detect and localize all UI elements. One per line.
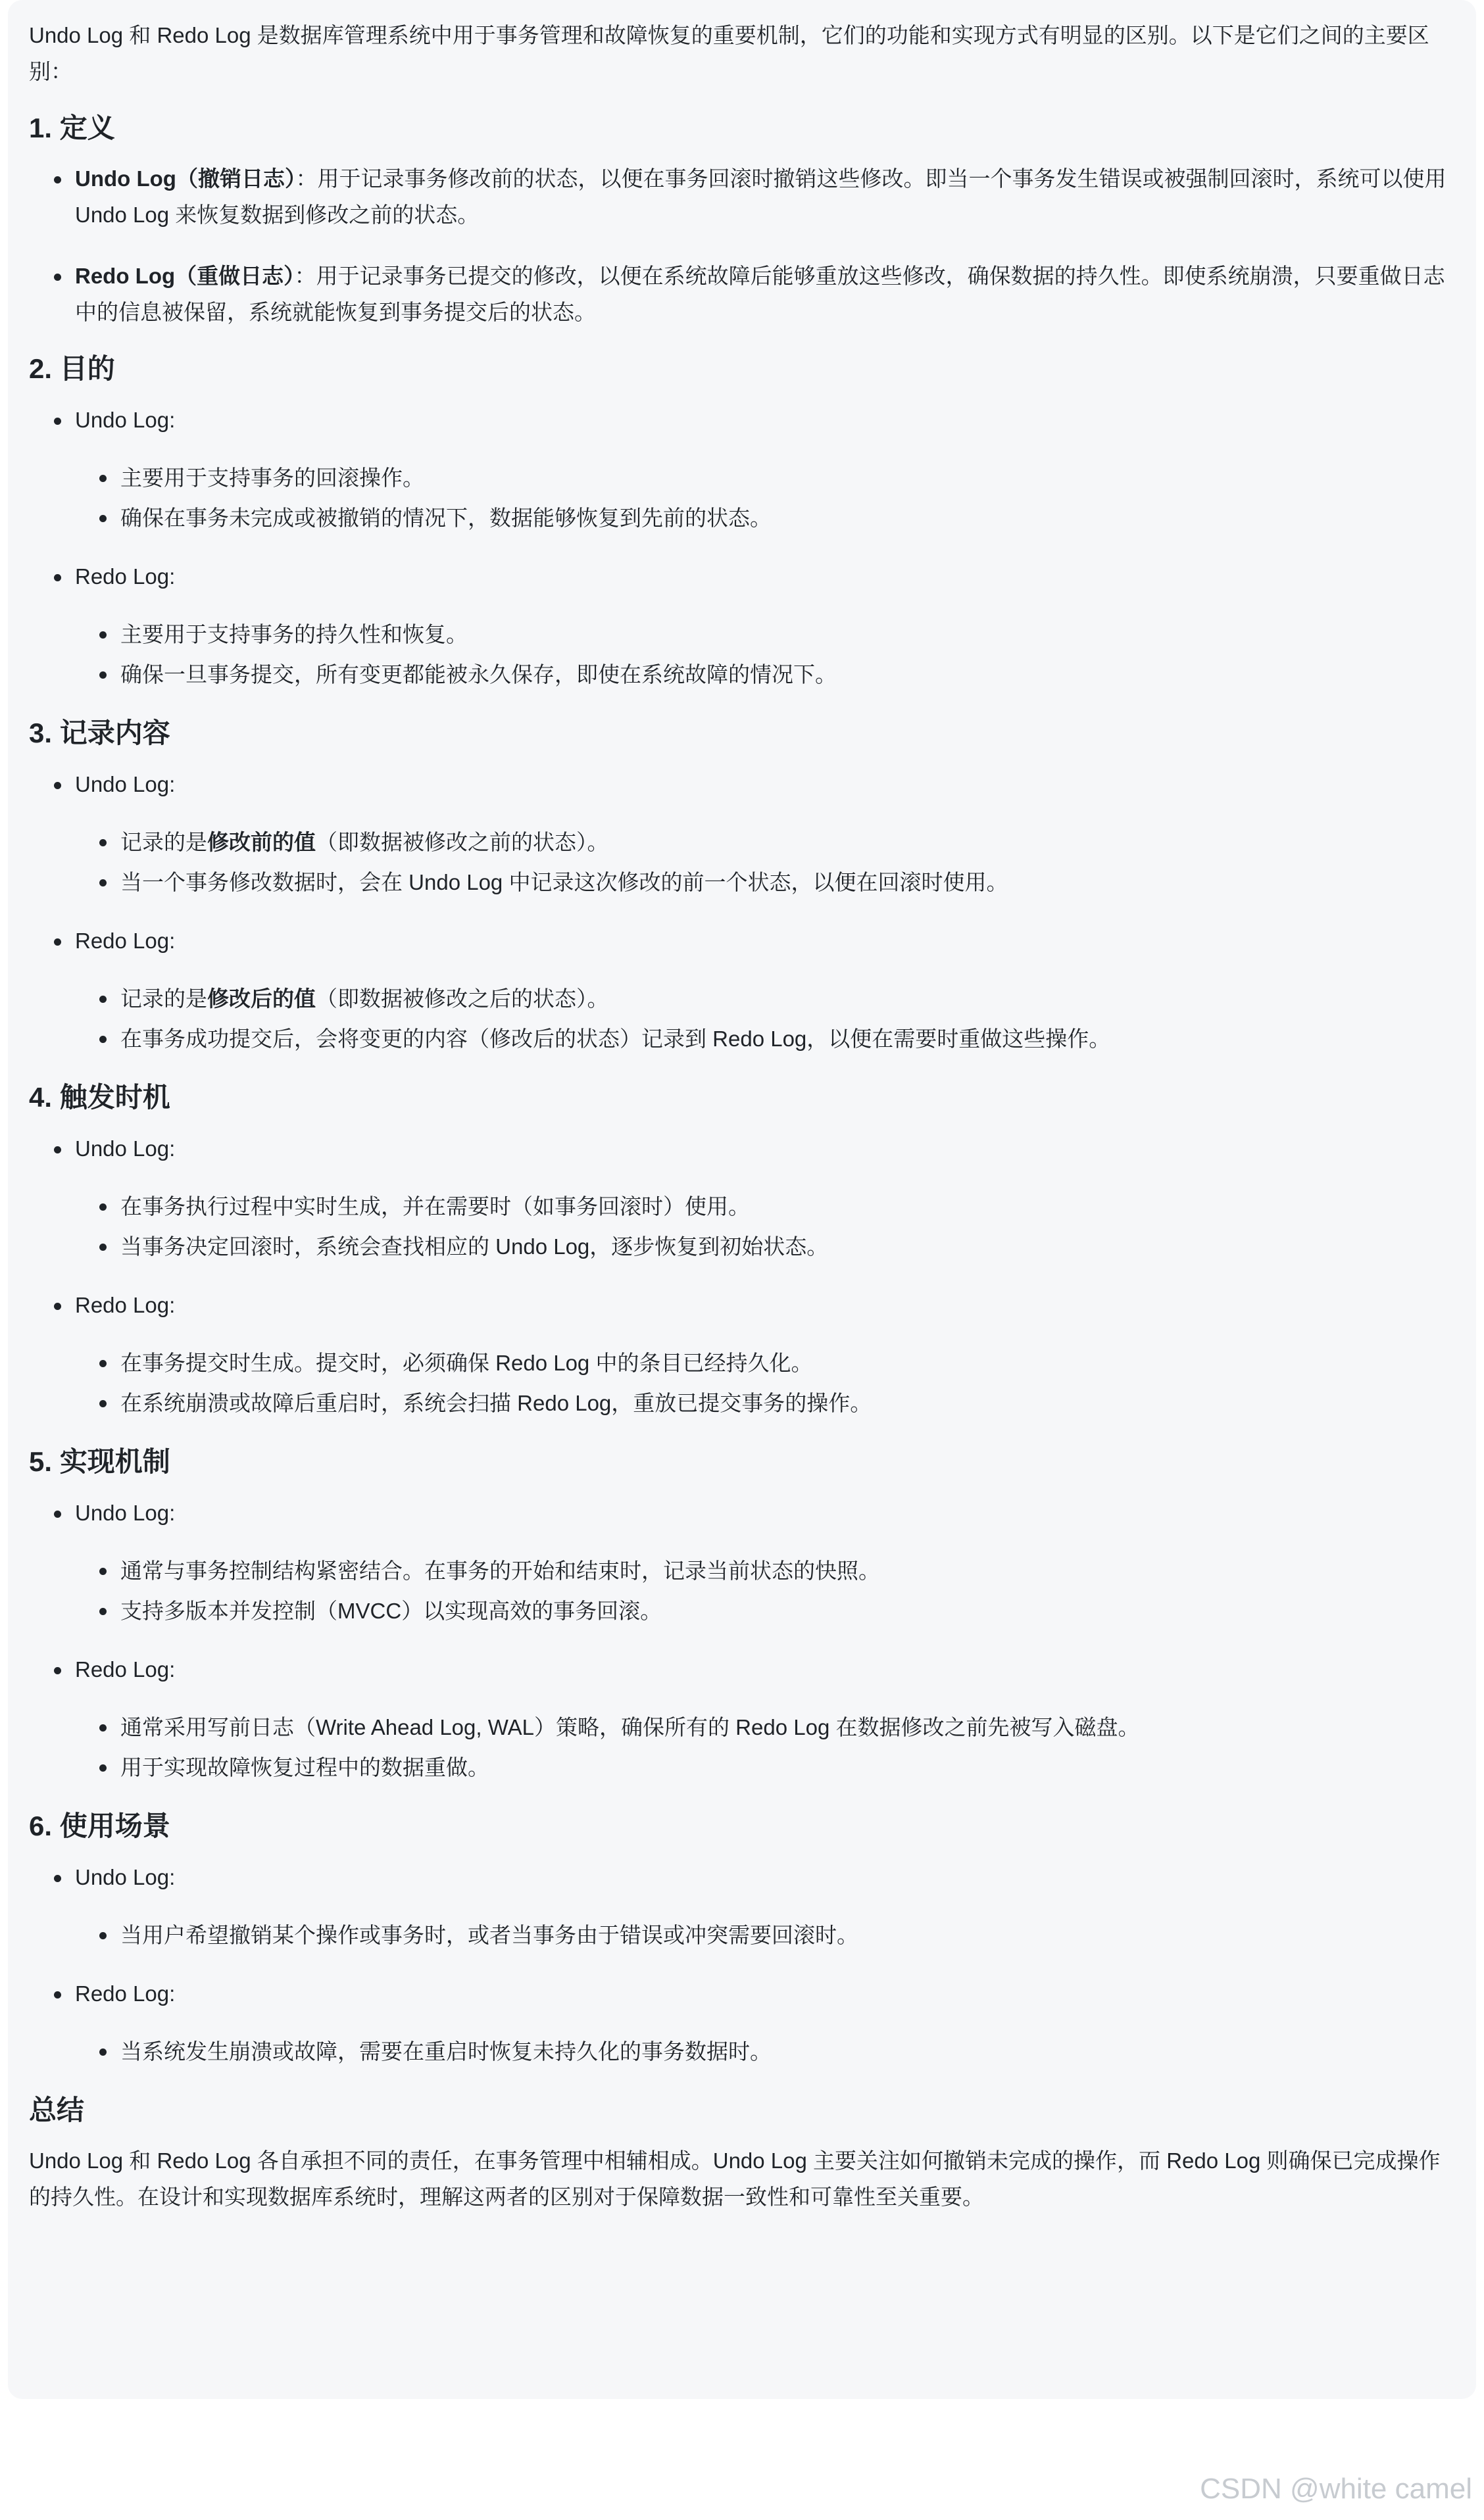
- scenarios-redo-items: [29, 2031, 1456, 2072]
- list-item: 通常采用写前日志（Write Ahead Log, WAL）策略，确保所有的 Redo Log 在数据修改之前先被写入磁盘。: [29, 1707, 1456, 1747]
- trigger-undo-wrap: [29, 1130, 1456, 1167]
- mechanism-redo-items: [29, 1707, 1456, 1787]
- content-redo-wrap: [29, 923, 1456, 959]
- trigger-redo-wrap: [29, 1287, 1456, 1323]
- content-undo-label: Undo Log:: [29, 766, 1456, 802]
- purpose-redo-items: [29, 614, 1456, 694]
- list-item: 在系统崩溃或故障后重启时，系统会扫描 Redo Log，重放已提交事务的操作。: [29, 1383, 1456, 1423]
- list-item: [29, 822, 1456, 862]
- list-item: 通常与事务控制结构紧密结合。在事务的开始和结束时，记录当前状态的快照。: [29, 1551, 1456, 1591]
- section-heading-summary: 总结: [29, 2095, 85, 2125]
- mechanism-undo-items: [29, 1551, 1456, 1631]
- mechanism-undo-wrap: [29, 1495, 1456, 1531]
- list-item: 当用户希望撤销某个操作或事务时，或者当事务由于错误或冲突需要回滚时。: [29, 1915, 1456, 1955]
- trigger-redo-label: Redo Log:: [29, 1287, 1456, 1323]
- answer-card: [8, 0, 1476, 2399]
- list-item: 在事务提交时生成。提交时，必须确保 Redo Log 中的条目已经持久化。: [29, 1343, 1456, 1383]
- list-item: 支持多版本并发控制（MVCC）以实现高效的事务回滚。: [29, 1591, 1456, 1631]
- undo-definition: ：用于记录事务修改前的状态，以便在事务回滚时撤销这些修改。即当一个事务发生错误或被强制回滚时，系统可以使用 Undo Log 来恢复数据到修改之前的状态。: [75, 166, 1447, 227]
- bold-segment: 修改后的值: [207, 986, 316, 1011]
- text-segment: （即数据被修改之前的状态）。: [316, 830, 609, 854]
- list-item: 当一个事务修改数据时，会在 Undo Log 中记录这次修改的前一个状态，以便在回滚时使用。: [29, 862, 1456, 902]
- scenarios-redo-wrap: [29, 1975, 1456, 2012]
- redo-term: Redo Log（重做日志）: [75, 264, 295, 288]
- text-segment: （即数据被修改之后的状态）。: [316, 986, 609, 1011]
- list-item: 在事务执行过程中实时生成，并在需要时（如事务回滚时）使用。: [29, 1186, 1456, 1226]
- list-item: 在事务成功提交后，会将变更的内容（修改后的状态）记录到 Redo Log，以便在需要时重做这些操作。: [29, 1019, 1456, 1059]
- mechanism-redo-label: Redo Log:: [29, 1651, 1456, 1687]
- purpose-redo-wrap: [29, 558, 1456, 594]
- redo-definition: ：用于记录事务已提交的修改，以便在系统故障后能够重放这些修改，确保数据的持久性。即使系统崩溃，只要重做日志中的信息被保留，系统就能恢复到事务提交后的状态。: [75, 264, 1445, 324]
- intro-paragraph: Undo Log 和 Redo Log 是数据库管理系统中用于事务管理和故障恢复的重要机制，它们的功能和实现方式有明显的区别。以下是它们之间的主要区别：: [29, 23, 1429, 84]
- list-item: 当事务决定回滚时，系统会查找相应的 Undo Log，逐步恢复到初始状态。: [29, 1226, 1456, 1267]
- content-undo-items: [29, 822, 1456, 902]
- list-item: 确保一旦事务提交，所有变更都能被永久保存，即使在系统故障的情况下。: [29, 654, 1456, 694]
- scenarios-undo-wrap: [29, 1859, 1456, 1895]
- text-segment: 记录的是: [120, 986, 207, 1011]
- mechanism-redo-wrap: [29, 1651, 1456, 1687]
- watermark: CSDN @white camel: [1200, 2473, 1472, 2505]
- list-item: 主要用于支持事务的持久性和恢复。: [29, 614, 1456, 654]
- list-item: 当系统发生崩溃或故障，需要在重启时恢复未持久化的事务数据时。: [29, 2031, 1456, 2072]
- scenarios-undo-label: Undo Log:: [29, 1859, 1456, 1895]
- summary-paragraph: Undo Log 和 Redo Log 各自承担不同的责任，在事务管理中相辅相成。Undo Log 主要关注如何撤销未完成的操作，而 Redo Log 则确保已完成操作的持久性。在设计和实现数据库系统时，理解这两者的区别对于保障数据一致性和可靠性至关重要。: [29, 2148, 1441, 2209]
- section-heading-content: 3. 记录内容: [29, 717, 170, 748]
- section-heading-purpose: 2. 目的: [29, 353, 115, 384]
- purpose-undo-items: [29, 458, 1456, 538]
- trigger-undo-items: [29, 1186, 1456, 1267]
- content-undo-wrap: [29, 766, 1456, 802]
- trigger-undo-label: Undo Log:: [29, 1130, 1456, 1167]
- definition-list: [29, 160, 1456, 330]
- bold-segment: 修改前的值: [207, 830, 316, 854]
- section-heading-mechanism: 5. 实现机制: [29, 1446, 170, 1477]
- scenarios-undo-items: [29, 1915, 1456, 1955]
- purpose-list: [29, 402, 1456, 438]
- list-item: [29, 979, 1456, 1019]
- text-segment: 记录的是: [120, 830, 207, 854]
- purpose-redo-label: Redo Log:: [29, 558, 1456, 594]
- undo-term: Undo Log（撤销日志）: [75, 166, 296, 191]
- list-item: 主要用于支持事务的回滚操作。: [29, 458, 1456, 498]
- list-item: 确保在事务未完成或被撤销的情况下，数据能够恢复到先前的状态。: [29, 498, 1456, 538]
- content-redo-items: [29, 979, 1456, 1059]
- section-heading-definition: 1. 定义: [29, 112, 115, 143]
- purpose-undo-label: Undo Log:: [29, 402, 1456, 438]
- scenarios-redo-label: Redo Log:: [29, 1975, 1456, 2012]
- trigger-redo-items: [29, 1343, 1456, 1423]
- section-heading-scenarios: 6. 使用场景: [29, 1810, 170, 1841]
- mechanism-undo-label: Undo Log:: [29, 1495, 1456, 1531]
- definition-undo: [29, 160, 1456, 233]
- definition-redo: [29, 258, 1456, 330]
- section-heading-trigger: 4. 触发时机: [29, 1082, 170, 1113]
- list-item: 用于实现故障恢复过程中的数据重做。: [29, 1747, 1456, 1787]
- content-redo-label: Redo Log:: [29, 923, 1456, 959]
